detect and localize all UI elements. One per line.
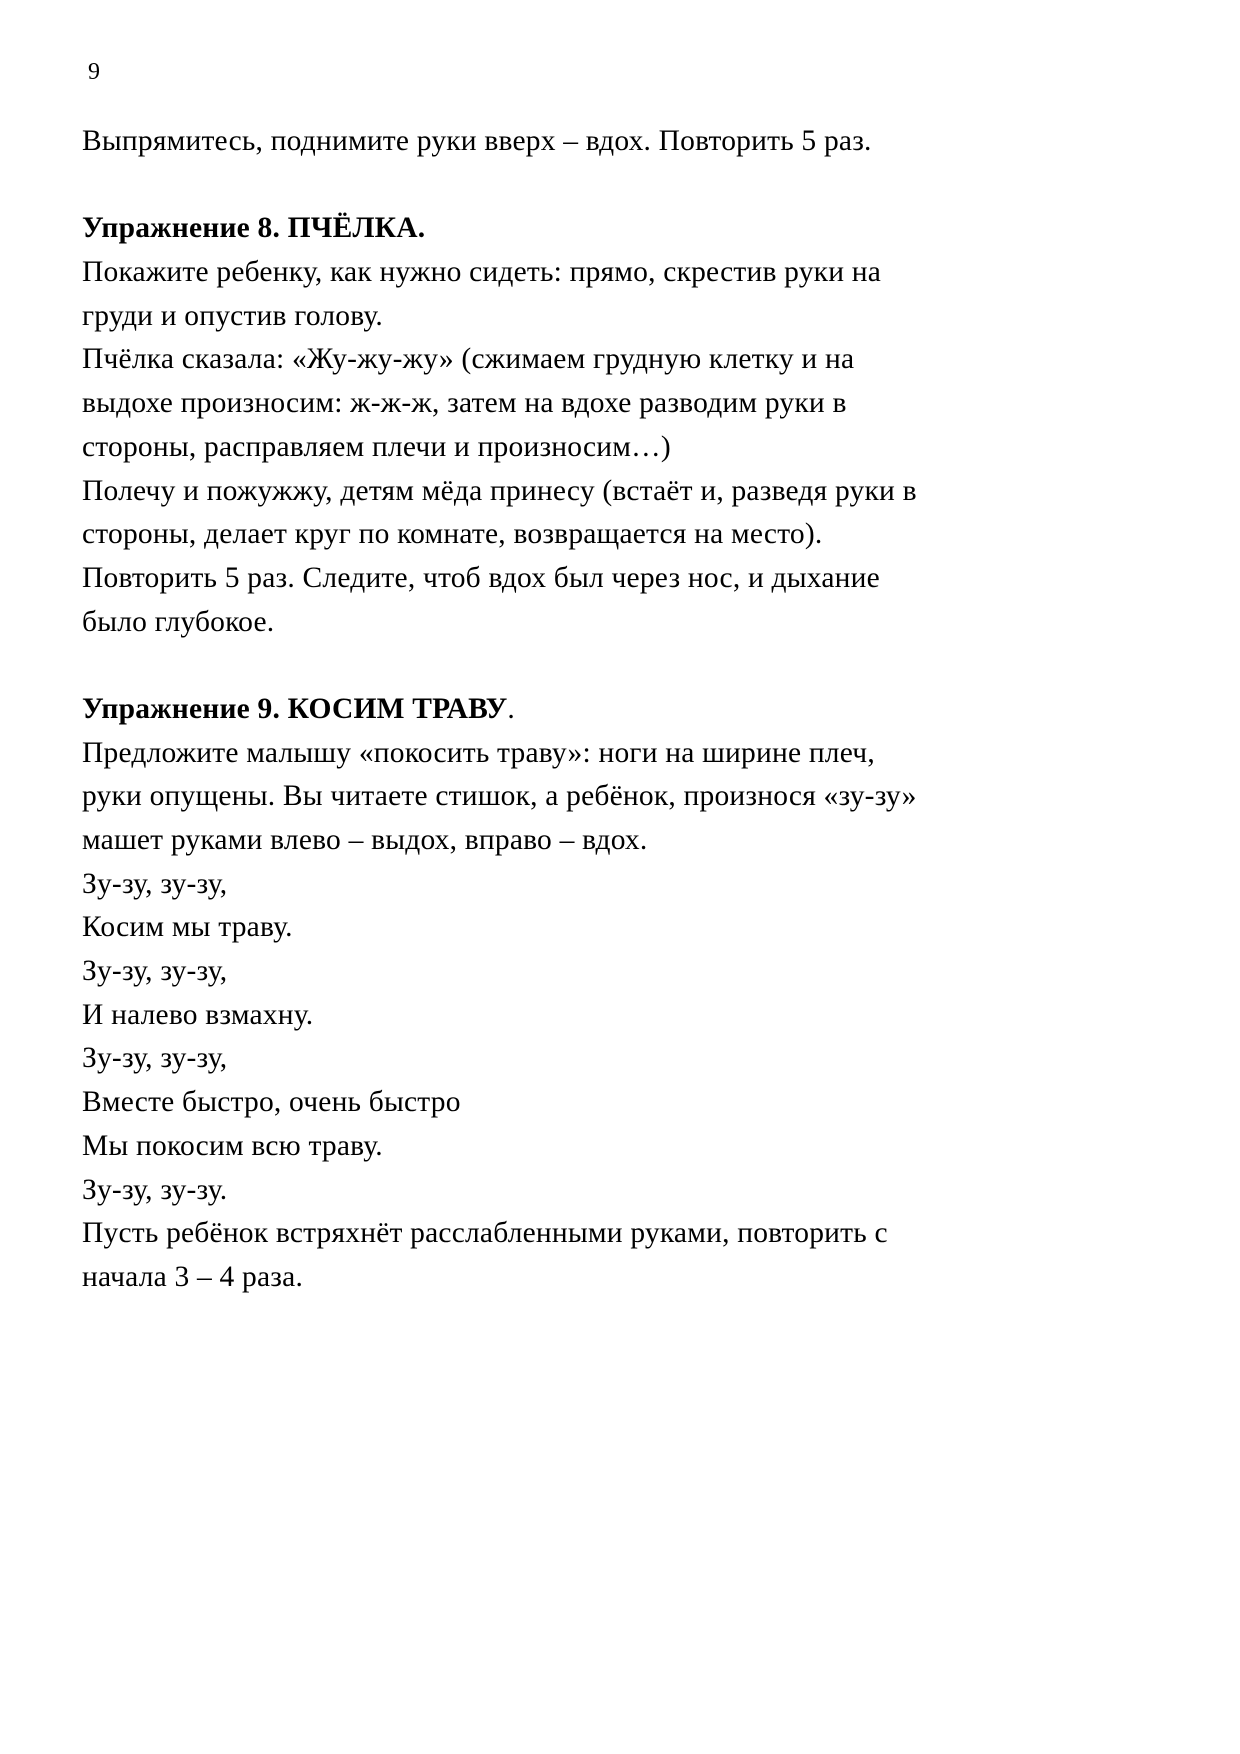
exercise-heading: [82, 688, 1082, 732]
text-line: Повторить 5 раз. Следите, чтоб вдох был через нос, и дыхание: [82, 561, 880, 594]
blank-line: [82, 644, 1082, 688]
text-line: Зу-зу, зу-зу.: [82, 1173, 228, 1206]
page-number: 9: [88, 59, 100, 85]
text-line: Вместе быстро, очень быстро: [82, 1086, 461, 1119]
text-line: груди и опустив голову.: [82, 299, 383, 332]
text-line: Покажите ребенку, как нужно сидеть: прямо, скрестив руки на: [82, 256, 882, 289]
text-line: Предложите малышу «покосить траву»: ноги на ширине плеч,: [82, 736, 875, 769]
text-line: Мы покосим всю траву.: [82, 1129, 383, 1162]
text-line: Косим мы траву.: [82, 911, 293, 944]
document-content: [82, 120, 1082, 1300]
blank-line: [82, 164, 1082, 208]
text-line: стороны, расправляем плечи и произносим…): [82, 430, 671, 463]
text-line: было глубокое.: [82, 605, 275, 638]
text-line: начала 3 – 4 раза.: [82, 1260, 304, 1293]
exercise-heading-bold-text: Упражнение 9. КОСИМ ТРАВУ: [82, 692, 508, 725]
text-line: Полечу и пожужжу, детям мёда принесу (встаёт и, разведя руки в: [82, 474, 917, 507]
text-line: Зу-зу, зу-зу,: [82, 955, 228, 988]
text-line: Зу-зу, зу-зу,: [82, 1042, 228, 1075]
exercise-heading-bold-text: Упражнение 8. ПЧЁЛКА.: [82, 212, 426, 245]
text-line: стороны, делает круг по комнате, возвращается на место).: [82, 518, 823, 551]
text-line: выдохе произносим: ж-ж-ж, затем на вдохе разводим руки в: [82, 387, 847, 420]
text-line: Пусть ребёнок встряхнёт расслабленными руками, повторить с: [82, 1217, 888, 1250]
text-line: Выпрямитесь, поднимите руки вверх – вдох. Повторить 5 раз.: [82, 125, 872, 157]
text-line: И налево взмахну.: [82, 998, 314, 1031]
exercise-heading-tail-text: .: [507, 692, 515, 725]
text-line: Пчёлка сказала: «Жу-жу-жу» (сжимаем грудную клетку и на: [82, 343, 855, 376]
text-line: руки опущены. Вы читаете стишок, а ребёнок, произнося «зу-зу»: [82, 780, 917, 813]
text-line: машет руками влево – выдох, вправо – вдох.: [82, 824, 648, 856]
exercise-heading: [82, 207, 1082, 251]
text-line: Зу-зу, зу-зу,: [82, 867, 228, 900]
